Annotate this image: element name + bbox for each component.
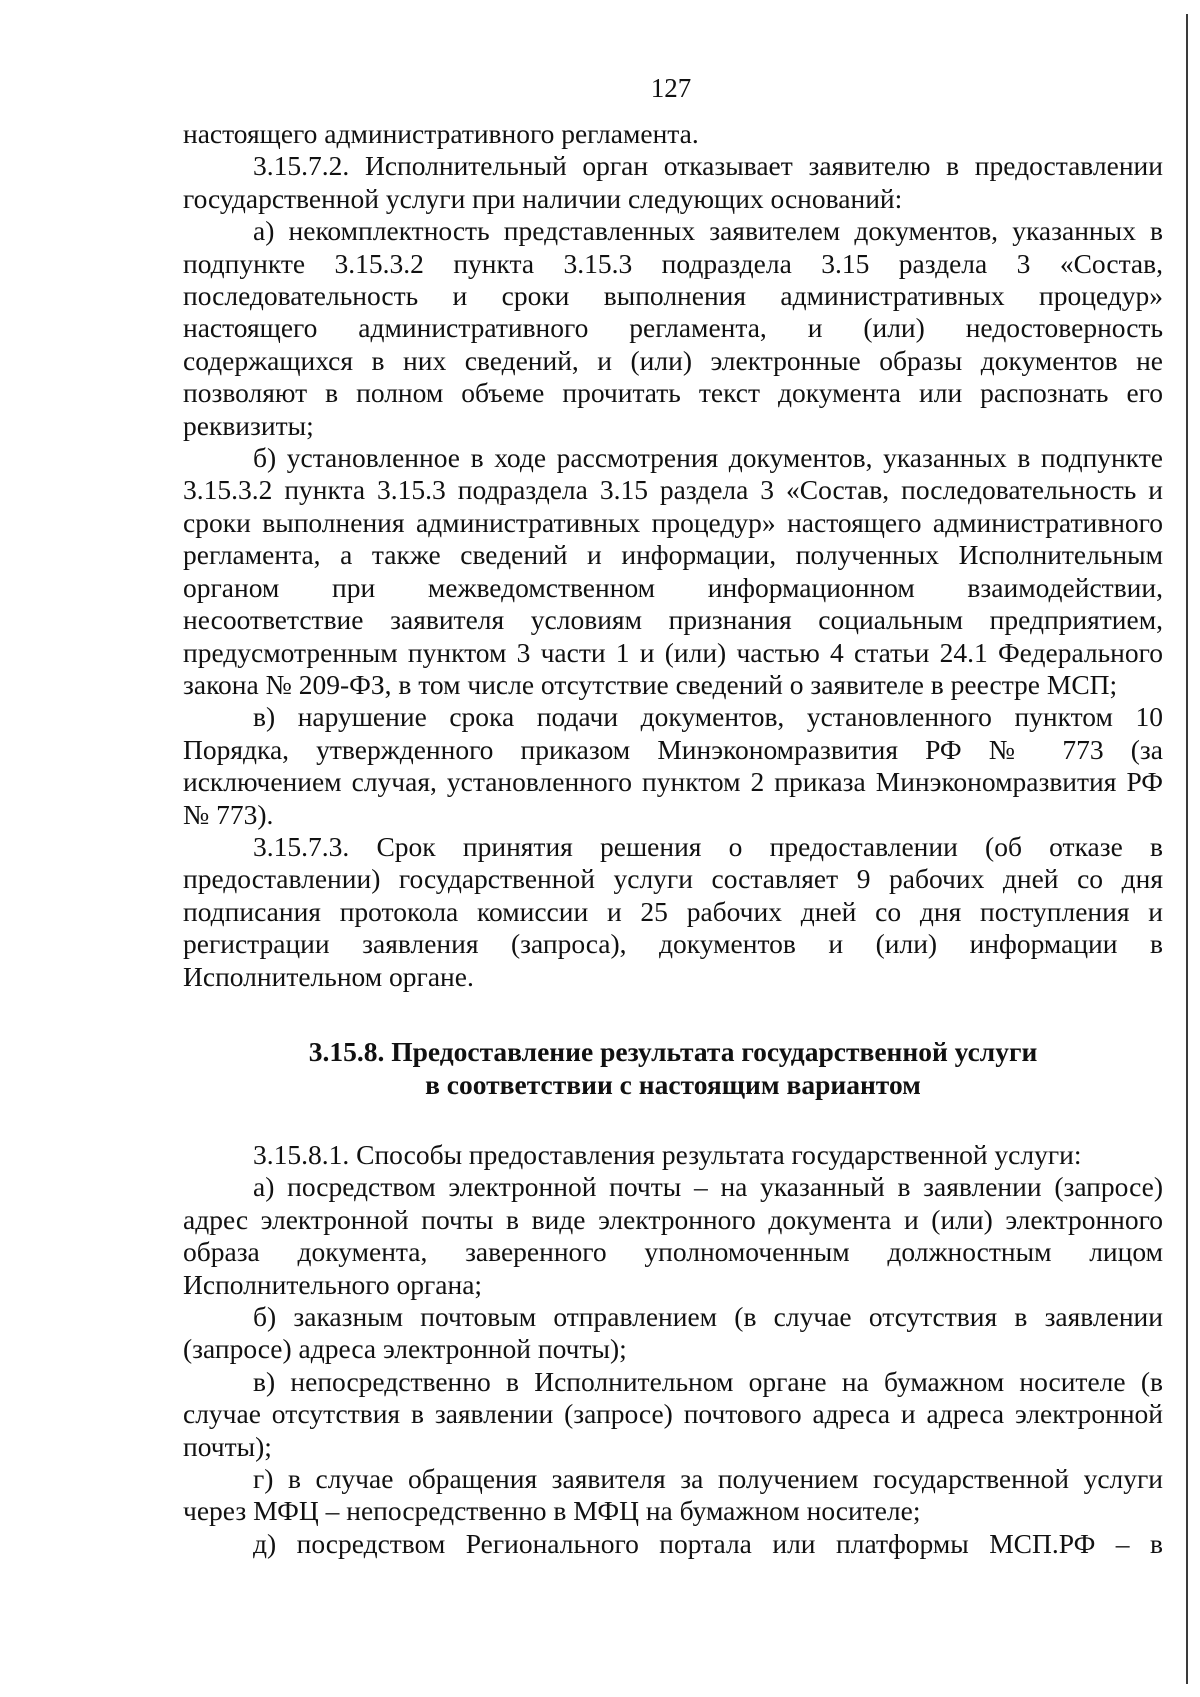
list-item-b: б) установленное в ходе рассмотрения документов, указанных в подпункте 3.15.3.2 пункта 3.15.3 подраздела 3.15 раздела 3 «Состав, последовательность и сроки выполнения административных процедур» настоящего административного регламента, а также сведений и информации, полученных Исполнительным органом при межведомственном информационном взаимодействии, несоответствие заявителя условиям признания социальным предприятием, предусмотренным пунктом 3 части 1 и (или) частью 4 статьи 24.1 Федерального закона № 209-ФЗ, в том числе отсутствие сведений о заявителе в реестре МСП; bbox=[183, 442, 1163, 700]
paragraph-3-15-7-3: 3.15.7.3. Срок принятия решения о предоставлении (об отказе в предоставлении) государственной услуги составляет 9 рабочих дней со дня подписания протокола комиссии и 25 рабочих дней со дня поступления и регистрации заявления (запроса), документов и (или) информации в Исполнительном органе. bbox=[183, 830, 1163, 992]
paragraph-continuation: настоящего административного регламента. bbox=[183, 118, 699, 149]
section-heading-line-2: в соответствии с настоящим вариантом bbox=[425, 1068, 921, 1100]
result-method-d: д) посредством Регионального портала или платформы МСП.РФ – в bbox=[253, 1527, 1163, 1559]
result-method-b: б) заказным почтовым отправлением (в случае отсутствия в заявлении (запросе) адреса электронной почты); bbox=[183, 1301, 1163, 1365]
document-body bbox=[183, 118, 1163, 1560]
paragraph-3-15-7-2: 3.15.7.2. Исполнительный орган отказывает заявителю в предоставлении государственной услуги при наличии следующих оснований: bbox=[183, 150, 1163, 214]
list-item-v: в) нарушение срока подачи документов, установленного пунктом 10 Порядка, утвержденного приказом Минэкономразвития РФ № 773 (за исключением случая, установленного пунктом 2 приказа Минэкономразвития РФ № 773). bbox=[183, 701, 1163, 830]
paragraph-3-15-8-1: 3.15.8.1. Способы предоставления результата государственной услуги: bbox=[253, 1138, 1082, 1170]
section-heading-line-1: 3.15.8. Предоставление результата государственной услуги bbox=[308, 1035, 1038, 1067]
result-method-g: г) в случае обращения заявителя за получением государственной услуги через МФЦ – непосредственно в МФЦ на бумажном носителе; bbox=[183, 1463, 1163, 1527]
result-method-a: а) посредством электронной почты – на указанный в заявлении (запросе) адрес электронной почты в виде электронного документа и (или) электронного образа документа, заверенного уполномоченным должностным лицом Исполнительного органа; bbox=[183, 1171, 1163, 1300]
page-edge-rule bbox=[1186, 14, 1188, 1684]
page-number: 127 bbox=[650, 73, 692, 103]
section-heading bbox=[183, 1035, 1163, 1101]
list-item-a: а) некомплектность представленных заявителем документов, указанных в подпункте 3.15.3.2 пункта 3.15.3 подраздела 3.15 раздела 3 «Состав, последовательность и сроки выполнения административных процедур» настоящего административного регламента, и (или) недостоверность содержащихся в них сведений, и (или) электронные образы документов не позволяют в полном объеме прочитать текст документа или распознать его реквизиты; bbox=[183, 215, 1163, 441]
result-method-v: в) непосредственно в Исполнительном органе на бумажном носителе (в случае отсутствия в заявлении (запросе) почтового адреса и адреса электронной почты); bbox=[183, 1365, 1163, 1462]
